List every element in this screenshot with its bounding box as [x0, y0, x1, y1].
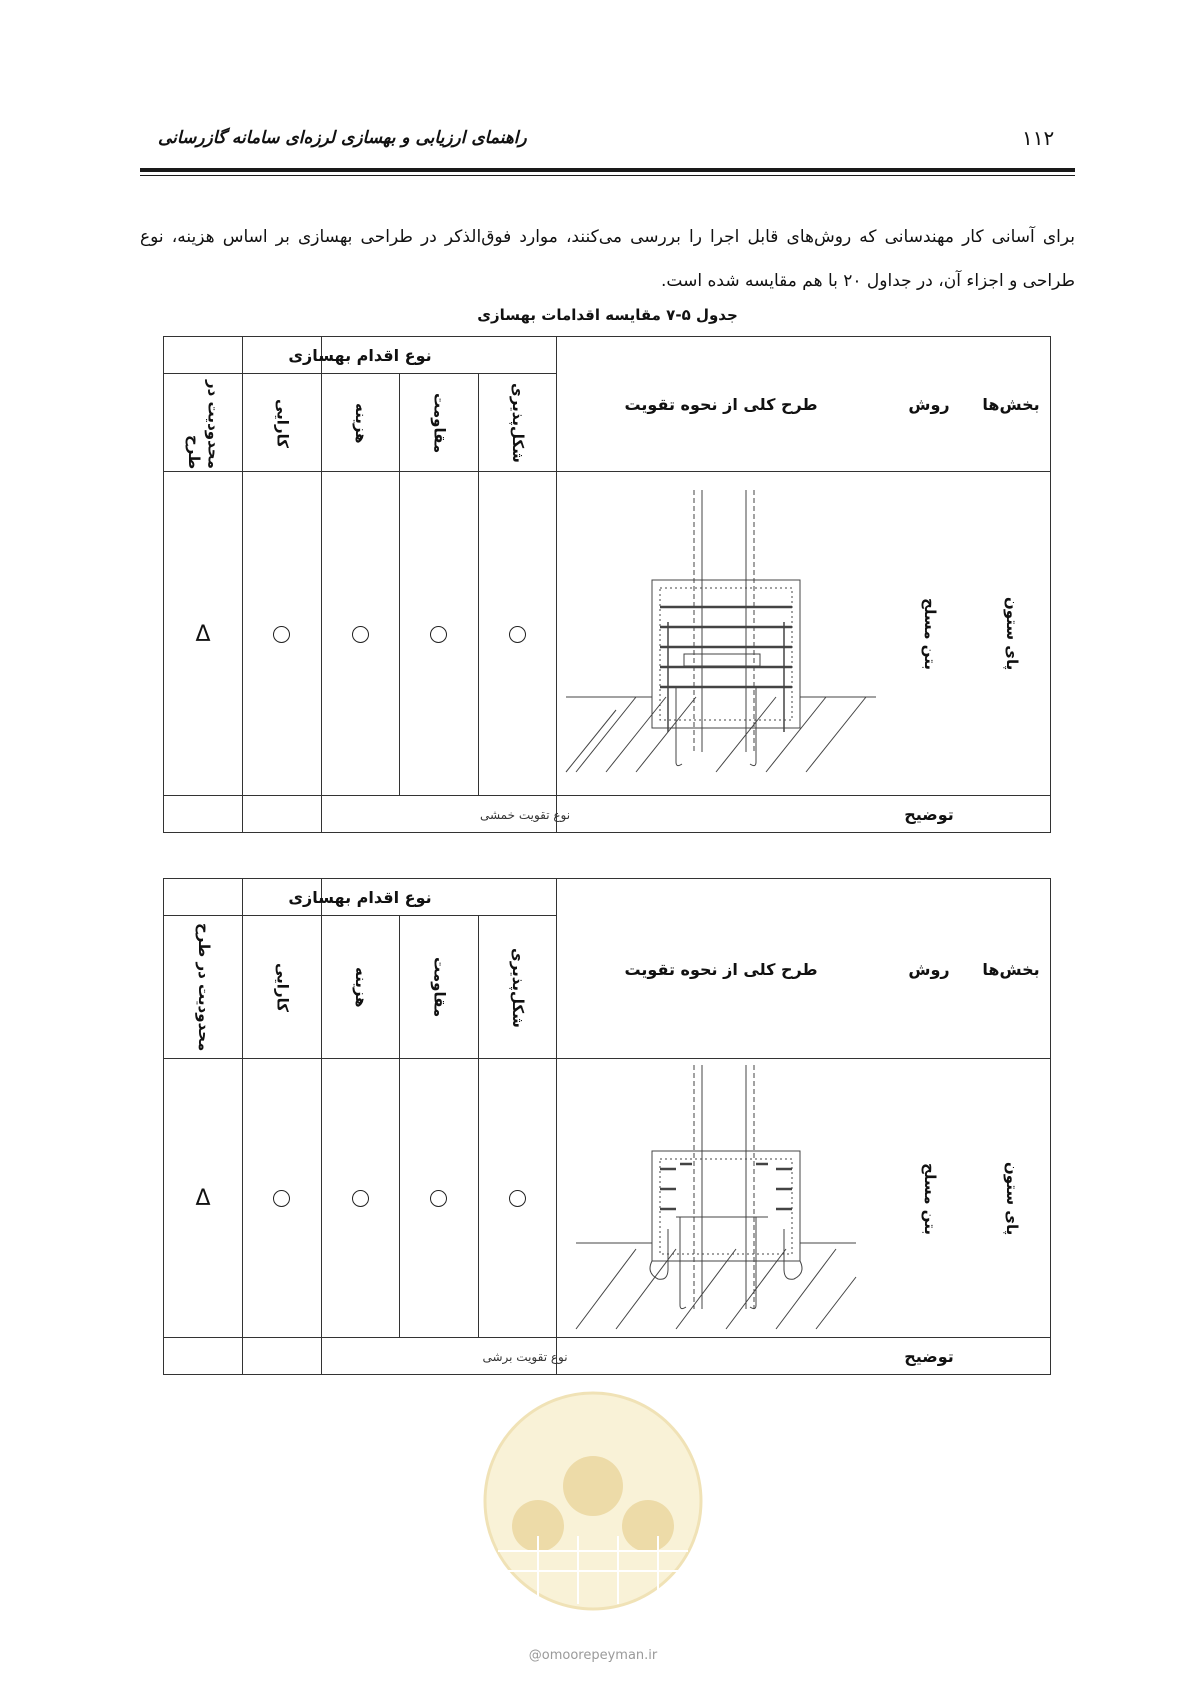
row-ductility — [478, 1059, 556, 1338]
comparison-table-flexural — [163, 336, 1051, 833]
row-efficiency — [242, 472, 321, 796]
header-measure-group: نوع اقدام بهسازی — [288, 346, 432, 365]
header-method: روش — [908, 395, 950, 414]
row-section: پای ستون — [1002, 597, 1021, 671]
page-number: ۱۱۲ — [1022, 126, 1055, 150]
running-header-title: راهنمای ارزیابی و بهسازی لرزه‌ای سامانه گازرسانی — [158, 128, 527, 148]
row-section: پای ستون — [1002, 1161, 1021, 1236]
row-method: بتن مسلح — [920, 598, 939, 670]
row-limitation: Δ — [195, 1186, 211, 1211]
circle-symbol-icon — [352, 1190, 369, 1207]
header-limitation: محدودیت در طرح — [185, 380, 223, 469]
note-text: نوع تقویت خمشی — [479, 807, 571, 822]
header-strength: مقاومت — [430, 392, 449, 454]
row-limitation: Δ — [195, 621, 211, 647]
header-cost: هزینه — [351, 967, 370, 1008]
watermark-url: @omoorepeyman.ir — [528, 1648, 658, 1663]
header-rule-thick — [140, 168, 1075, 172]
row-method: بتن مسلح — [920, 1162, 939, 1235]
reinforcement-sketch-shear — [556, 1059, 886, 1338]
header-ductility: شکل‌پذیری — [508, 947, 527, 1028]
header-cost: هزینه — [351, 402, 370, 444]
watermark-logo — [478, 1376, 708, 1626]
header-method: روش — [908, 959, 950, 979]
header-strength: مقاومت — [430, 957, 449, 1018]
header-ductility: شکل‌پذیری — [508, 383, 527, 463]
circle-symbol-icon — [352, 626, 369, 643]
note-label: توضیح — [904, 1347, 954, 1366]
row-strength — [399, 1059, 478, 1338]
circle-symbol-icon — [430, 626, 447, 643]
note-text: نوع تقویت برشی — [482, 1349, 568, 1364]
header-sections: بخش‌ها — [982, 395, 1040, 414]
header-limitation: محدودیت در طرح — [194, 923, 213, 1052]
circle-symbol-icon — [509, 1190, 526, 1207]
intro-paragraph: برای آسانی کار مهندسانی که روش‌های قابل اجرا را بررسی می‌کنند، موارد فوق‌الذکر در طراحی بهسازی بر اساس هزینه، نوع طراحی و اجزاء آن، در جداول ۲۰ با هم مقایسه شده است. — [140, 227, 1075, 291]
circle-symbol-icon — [273, 626, 290, 643]
row-strength — [399, 472, 478, 796]
row-efficiency — [242, 1059, 321, 1338]
note-label: توضیح — [904, 805, 954, 824]
row-ductility — [478, 472, 556, 796]
header-measure-group: نوع اقدام بهسازی — [288, 888, 432, 907]
header-efficiency: کارایی — [273, 398, 292, 448]
reinforcement-sketch-flexural — [556, 472, 886, 796]
circle-symbol-icon — [273, 1190, 290, 1207]
header-rule-thin — [140, 175, 1075, 176]
circle-symbol-icon — [430, 1190, 447, 1207]
comparison-table-shear — [163, 878, 1051, 1375]
circle-symbol-icon — [509, 626, 526, 643]
row-cost — [321, 472, 399, 796]
header-efficiency: کارایی — [273, 963, 292, 1012]
header-sketch: طرح کلی از نحوه تقویت — [624, 959, 818, 979]
header-sketch: طرح کلی از نحوه تقویت — [624, 395, 818, 414]
table-caption: جدول ۵-۷ مقایسه اقدامات بهسازی — [477, 306, 738, 324]
header-sections: بخش‌ها — [982, 959, 1040, 979]
row-cost — [321, 1059, 399, 1338]
